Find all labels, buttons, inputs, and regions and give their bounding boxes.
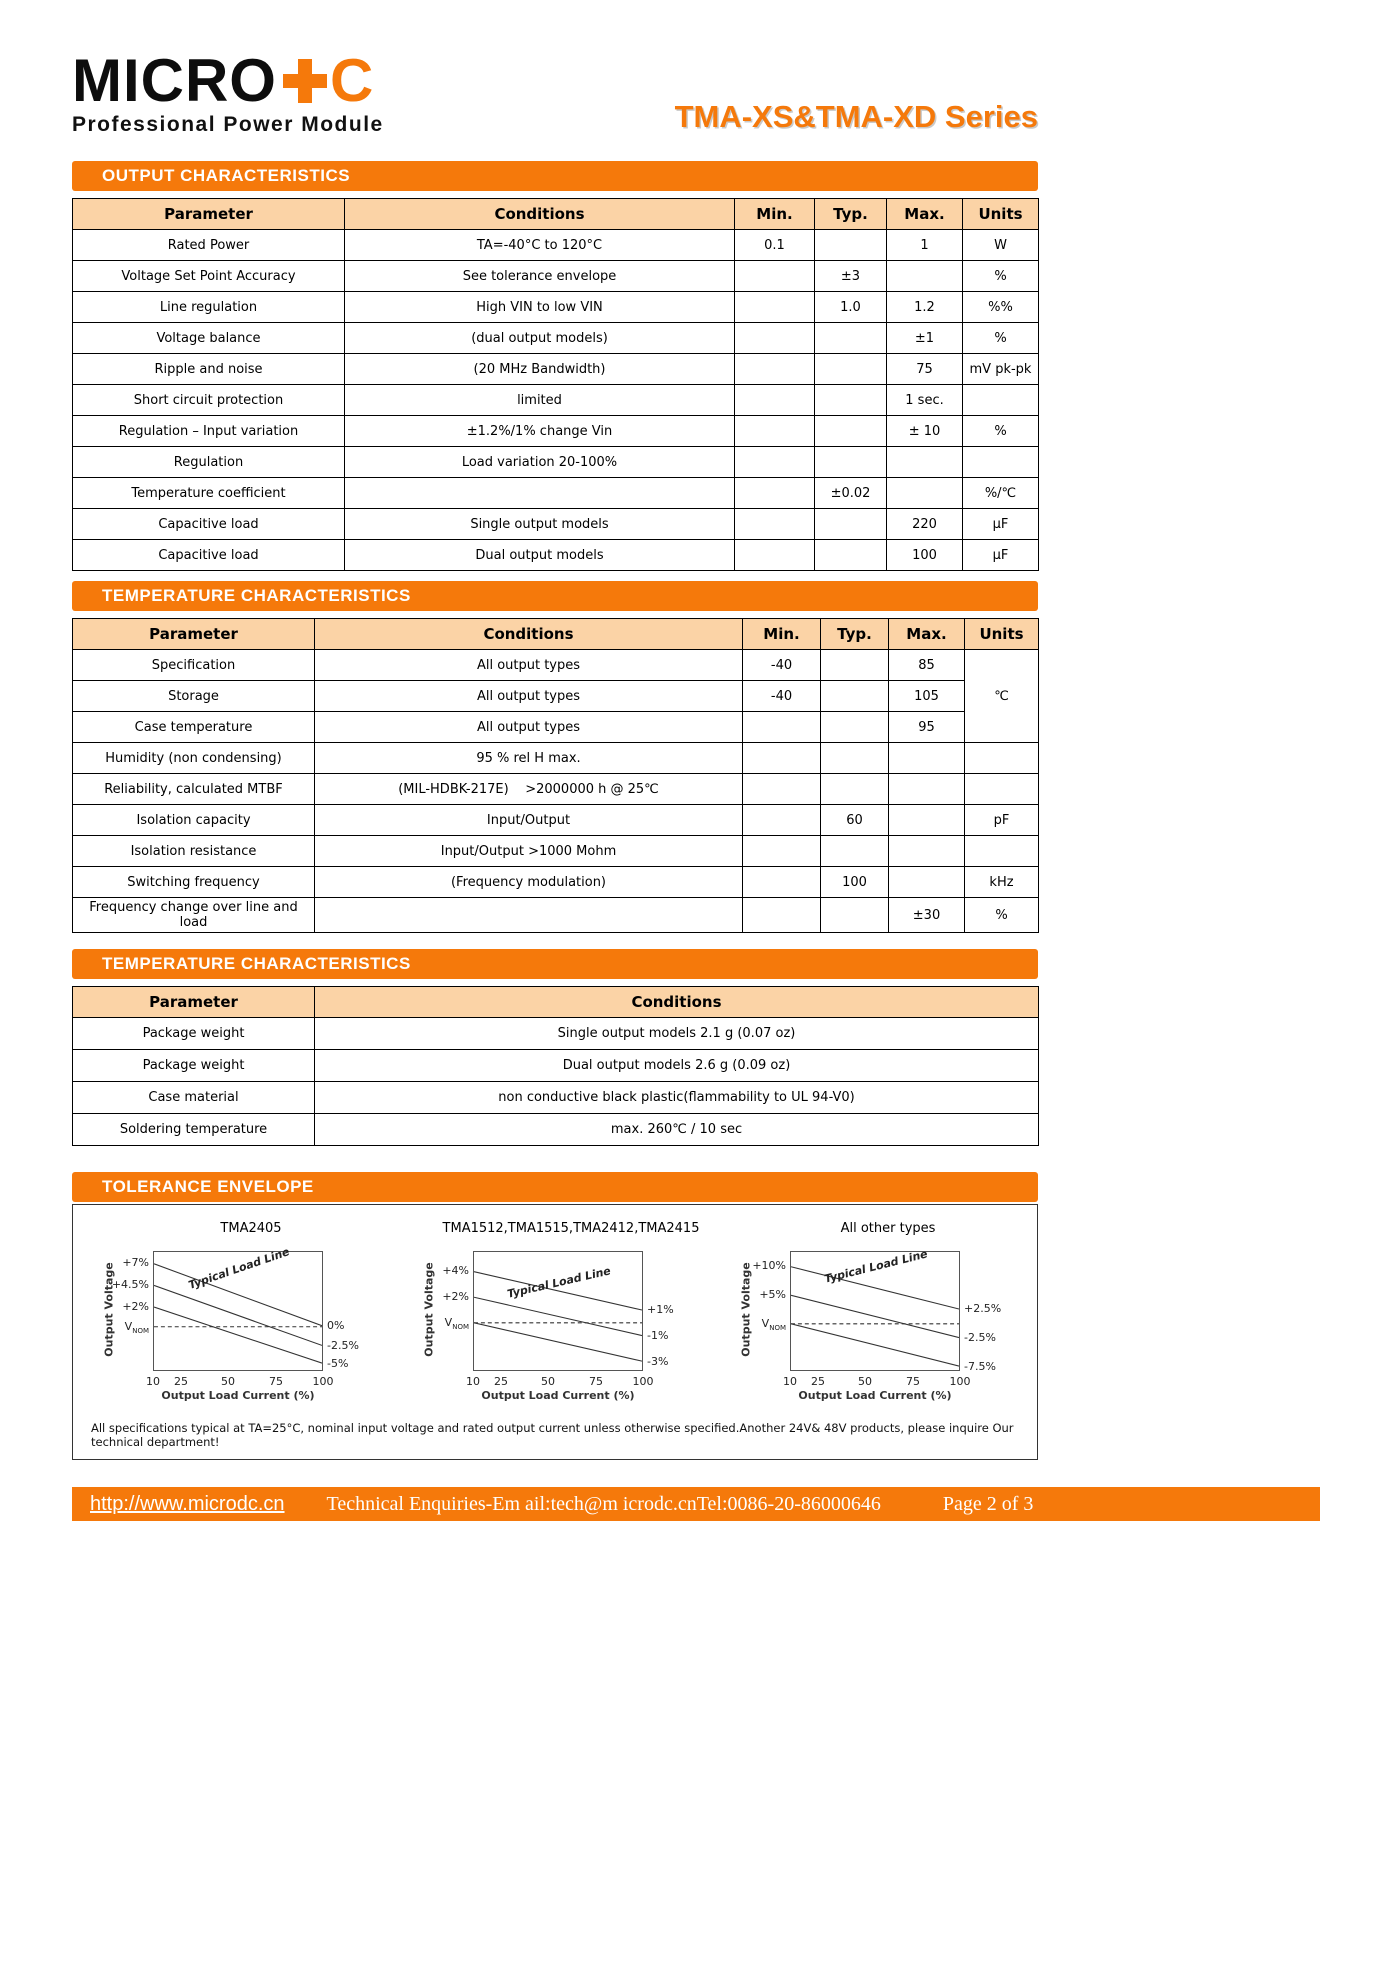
cell-min xyxy=(743,774,821,805)
column-header-max: Max. xyxy=(887,199,963,230)
cell-typ: 1.0 xyxy=(815,292,887,323)
x-tick-label: 75 xyxy=(589,1375,603,1388)
cell-conditions xyxy=(315,898,743,933)
y-tick-label: -7.5% xyxy=(964,1360,996,1373)
y-tick-label: -5% xyxy=(327,1357,349,1370)
x-tick-label: 50 xyxy=(858,1375,872,1388)
cell-parameter: Humidity (non condensing) xyxy=(73,743,315,774)
cell-units: % xyxy=(963,261,1039,292)
table-row xyxy=(73,292,1039,323)
x-tick-label: 100 xyxy=(949,1375,971,1388)
table-row xyxy=(73,1114,1039,1146)
column-header-min: Min. xyxy=(735,199,815,230)
cell-parameter: Short circuit protection xyxy=(73,385,345,416)
y-tick-label: -2.5% xyxy=(327,1339,359,1352)
header xyxy=(72,0,1038,137)
cell-units: μF xyxy=(963,509,1039,540)
cell-parameter: Ripple and noise xyxy=(73,354,345,385)
table-row xyxy=(73,774,1039,805)
logo-text-c: C xyxy=(329,47,374,114)
cell-max xyxy=(889,743,965,774)
tolerance-chart-tma2405 xyxy=(91,1221,411,1421)
column-header-parameter: Parameter xyxy=(73,199,345,230)
column-header-conditions: Conditions xyxy=(315,987,1039,1018)
cell-conditions xyxy=(345,478,735,509)
cell-parameter: Specification xyxy=(73,650,315,681)
table-row xyxy=(73,1050,1039,1082)
cell-typ xyxy=(821,774,889,805)
cell-max: 95 xyxy=(889,712,965,743)
table-row xyxy=(73,743,1039,774)
footer-tel-text: Tel:0086-20-86000646 xyxy=(696,1492,881,1515)
cell-conditions: (MIL-HDBK-217E) >2000000 h @ 25℃ xyxy=(315,774,743,805)
cell-min xyxy=(735,261,815,292)
cell-typ xyxy=(821,836,889,867)
chart-y-axis-label: Output Voltage xyxy=(422,1262,436,1357)
cell-typ xyxy=(815,447,887,478)
cell-conditions: Dual output models xyxy=(345,540,735,571)
cell-typ xyxy=(821,898,889,933)
content-column xyxy=(72,0,1038,1460)
typical-load-line-label: Typical Load Line xyxy=(505,1264,613,1301)
cell-units: pF xyxy=(965,805,1039,836)
vnom-v: V xyxy=(761,1317,770,1330)
cell-parameter: Case material xyxy=(73,1082,315,1114)
column-header-conditions: Conditions xyxy=(315,619,743,650)
vnom-label xyxy=(734,1317,786,1332)
table-row xyxy=(73,898,1039,933)
x-tick-label: 10 xyxy=(783,1375,797,1388)
column-header-typ: Typ. xyxy=(815,199,887,230)
chart-title: TMA2405 xyxy=(220,1221,282,1236)
section-title-text: TEMPERATURE CHARACTERISTICS xyxy=(102,954,411,973)
cell-parameter: Case temperature xyxy=(73,712,315,743)
table-row xyxy=(73,540,1039,571)
cell-units: μF xyxy=(963,540,1039,571)
cell-parameter: Regulation – Input variation xyxy=(73,416,345,447)
cell-conditions: limited xyxy=(345,385,735,416)
chart-y-axis-label: Output Voltage xyxy=(739,1262,753,1357)
column-header-parameter: Parameter xyxy=(73,619,315,650)
cell-max: 75 xyxy=(887,354,963,385)
cell-typ xyxy=(821,650,889,681)
column-header-min: Min. xyxy=(743,619,821,650)
cell-min xyxy=(743,867,821,898)
y-tick-label: +2% xyxy=(122,1300,149,1313)
cell-parameter: Capacitive load xyxy=(73,509,345,540)
typical-load-line-label: Typical Load Line xyxy=(186,1245,292,1292)
cell-conditions: (dual output models) xyxy=(345,323,735,354)
table-row xyxy=(73,230,1039,261)
y-tick-label: 0% xyxy=(327,1319,345,1332)
cell-units xyxy=(965,836,1039,867)
chart-x-axis-label: Output Load Current (%) xyxy=(798,1389,952,1402)
vnom-v: V xyxy=(124,1320,133,1333)
logo xyxy=(72,47,384,137)
cell-conditions: Single output models 2.1 g (0.07 oz) xyxy=(315,1018,1039,1050)
cell-parameter: Temperature coefficient xyxy=(73,478,345,509)
cell-min xyxy=(735,323,815,354)
table-row xyxy=(73,1018,1039,1050)
cell-typ xyxy=(821,743,889,774)
tolerance-envelope-box xyxy=(72,1204,1038,1460)
column-header-max: Max. xyxy=(889,619,965,650)
logo-plus-icon xyxy=(283,59,327,103)
cell-units xyxy=(963,385,1039,416)
table-row xyxy=(73,681,1039,712)
series-title: TMA-XS&TMA-XD Series xyxy=(674,99,1038,134)
cell-parameter: Storage xyxy=(73,681,315,712)
cell-min xyxy=(735,509,815,540)
section-title-tolerance-envelope xyxy=(72,1172,1038,1202)
tolerance-chart-all-other-types xyxy=(728,1221,1048,1421)
table-header-row xyxy=(73,619,1039,650)
x-tick-label: 50 xyxy=(221,1375,235,1388)
cell-units-celsius: ℃ xyxy=(965,650,1039,743)
logo-tagline: Professional Power Module xyxy=(72,113,384,136)
x-tick-label: 100 xyxy=(632,1375,654,1388)
cell-typ: ±3 xyxy=(815,261,887,292)
column-header-conditions: Conditions xyxy=(345,199,735,230)
table-header-row xyxy=(73,987,1039,1018)
chart-x-axis-label: Output Load Current (%) xyxy=(481,1389,635,1402)
table-row xyxy=(73,261,1039,292)
x-tick-label: 25 xyxy=(811,1375,825,1388)
logo-text-micro: MICRO xyxy=(72,47,277,114)
x-tick-label: 25 xyxy=(174,1375,188,1388)
cell-units: mV pk-pk xyxy=(963,354,1039,385)
y-tick-label: +4.5% xyxy=(111,1278,149,1291)
x-tick-label: 75 xyxy=(269,1375,283,1388)
table-row xyxy=(73,805,1039,836)
cell-max: 1 sec. xyxy=(887,385,963,416)
cell-units: %/℃ xyxy=(963,478,1039,509)
x-tick-label: 10 xyxy=(466,1375,480,1388)
website-link[interactable]: http://www.microdc.cn xyxy=(90,1492,285,1515)
vnom-sub: NOM xyxy=(452,1323,469,1332)
cell-max: 105 xyxy=(889,681,965,712)
table-row xyxy=(73,478,1039,509)
logo-row xyxy=(72,47,384,114)
cell-conditions: All output types xyxy=(315,681,743,712)
cell-conditions: (20 MHz Bandwidth) xyxy=(345,354,735,385)
cell-parameter: Reliability, calculated MTBF xyxy=(73,774,315,805)
table-row xyxy=(73,650,1039,681)
section-title-text: TEMPERATURE CHARACTERISTICS xyxy=(102,586,411,605)
y-tick-label: +2% xyxy=(442,1290,469,1303)
section-title-output-characteristics xyxy=(72,161,1038,191)
table-row xyxy=(73,509,1039,540)
cell-typ xyxy=(815,323,887,354)
cell-parameter: Voltage balance xyxy=(73,323,345,354)
x-tick-label: 75 xyxy=(906,1375,920,1388)
cell-max xyxy=(887,478,963,509)
cell-typ xyxy=(821,681,889,712)
cell-max xyxy=(887,261,963,292)
y-tick-label: -2.5% xyxy=(964,1331,996,1344)
chart-y-axis-label: Output Voltage xyxy=(102,1262,116,1357)
y-tick-label: +7% xyxy=(122,1256,149,1269)
table-row xyxy=(73,836,1039,867)
physical-characteristics-table xyxy=(72,986,1039,1146)
cell-conditions: Input/Output >1000 Mohm xyxy=(315,836,743,867)
cell-min xyxy=(735,354,815,385)
cell-conditions: Input/Output xyxy=(315,805,743,836)
typical-load-line-label: Typical Load Line xyxy=(823,1247,929,1286)
vnom-sub: NOM xyxy=(769,1324,786,1333)
chart-title: All other types xyxy=(840,1221,936,1236)
cell-max xyxy=(887,447,963,478)
cell-parameter: Package weight xyxy=(73,1050,315,1082)
cell-conditions: 95 % rel H max. xyxy=(315,743,743,774)
page-number: Page 2 of 3 xyxy=(942,1492,1034,1515)
cell-max xyxy=(889,836,965,867)
y-tick-label: -3% xyxy=(647,1355,669,1368)
cell-typ xyxy=(815,540,887,571)
cell-max: 1.2 xyxy=(887,292,963,323)
cell-parameter: Voltage Set Point Accuracy xyxy=(73,261,345,292)
cell-units: W xyxy=(963,230,1039,261)
cell-max: 100 xyxy=(887,540,963,571)
cell-max: 220 xyxy=(887,509,963,540)
cell-conditions: max. 260℃ / 10 sec xyxy=(315,1114,1039,1146)
cell-min xyxy=(735,540,815,571)
cell-typ xyxy=(821,712,889,743)
cell-conditions: (Frequency modulation) xyxy=(315,867,743,898)
cell-max xyxy=(889,774,965,805)
table-row xyxy=(73,323,1039,354)
cell-min: -40 xyxy=(743,681,821,712)
cell-max: 1 xyxy=(887,230,963,261)
cell-typ: ±0.02 xyxy=(815,478,887,509)
vnom-sub: NOM xyxy=(132,1327,149,1336)
cell-units xyxy=(965,774,1039,805)
cell-min xyxy=(743,898,821,933)
cell-parameter: Line regulation xyxy=(73,292,345,323)
cell-conditions: Dual output models 2.6 g (0.09 oz) xyxy=(315,1050,1039,1082)
cell-units: kHz xyxy=(965,867,1039,898)
chart-plot-area xyxy=(153,1245,323,1371)
cell-conditions: High VIN to low VIN xyxy=(345,292,735,323)
cell-conditions: Load variation 20-100% xyxy=(345,447,735,478)
cell-max xyxy=(889,805,965,836)
chart-plot-area xyxy=(790,1247,960,1371)
y-tick-label: -1% xyxy=(647,1329,669,1342)
cell-typ xyxy=(815,509,887,540)
column-header-typ: Typ. xyxy=(821,619,889,650)
temperature-characteristics-table xyxy=(72,618,1039,933)
cell-parameter: Capacitive load xyxy=(73,540,345,571)
tolerance-chart-tma15xx-24xx xyxy=(411,1221,731,1421)
table-header-row xyxy=(73,199,1039,230)
chart-title: TMA1512,TMA1515,TMA2412,TMA2415 xyxy=(442,1221,700,1236)
cell-typ: 60 xyxy=(821,805,889,836)
cell-parameter: Isolation resistance xyxy=(73,836,315,867)
section-title-physical-characteristics xyxy=(72,949,1038,979)
cell-typ xyxy=(815,230,887,261)
cell-units: % xyxy=(963,416,1039,447)
cell-min: 0.1 xyxy=(735,230,815,261)
footer-bar xyxy=(72,1487,1320,1521)
vnom-v: V xyxy=(444,1316,453,1329)
cell-parameter: Soldering temperature xyxy=(73,1114,315,1146)
column-header-parameter: Parameter xyxy=(73,987,315,1018)
cell-typ xyxy=(815,385,887,416)
cell-parameter: Switching frequency xyxy=(73,867,315,898)
section-title-text: OUTPUT CHARACTERISTICS xyxy=(102,166,351,185)
table-row xyxy=(73,354,1039,385)
column-header-units: Units xyxy=(965,619,1039,650)
cell-min xyxy=(743,836,821,867)
cell-conditions: All output types xyxy=(315,650,743,681)
cell-min xyxy=(743,712,821,743)
table-row xyxy=(73,447,1039,478)
cell-parameter: Frequency change over line and load xyxy=(73,898,315,933)
cell-conditions: ±1.2%/1% change Vin xyxy=(345,416,735,447)
cell-units: % xyxy=(963,323,1039,354)
cell-units: % xyxy=(965,898,1039,933)
cell-max: ±1 xyxy=(887,323,963,354)
vnom-label xyxy=(97,1320,149,1335)
table-row xyxy=(73,867,1039,898)
cell-parameter: Regulation xyxy=(73,447,345,478)
table-row xyxy=(73,1082,1039,1114)
cell-conditions: All output types xyxy=(315,712,743,743)
cell-typ xyxy=(815,416,887,447)
vnom-label xyxy=(417,1316,469,1331)
cell-max: ±30 xyxy=(889,898,965,933)
x-tick-label: 10 xyxy=(146,1375,160,1388)
table-row xyxy=(73,712,1039,743)
cell-max: ± 10 xyxy=(887,416,963,447)
cell-min xyxy=(735,416,815,447)
cell-parameter: Package weight xyxy=(73,1018,315,1050)
cell-min xyxy=(735,385,815,416)
y-tick-label: +1% xyxy=(647,1303,674,1316)
output-characteristics-table xyxy=(72,198,1039,571)
cell-min: -40 xyxy=(743,650,821,681)
cell-parameter: Rated Power xyxy=(73,230,345,261)
cell-min xyxy=(735,447,815,478)
table-row xyxy=(73,416,1039,447)
cell-conditions: non conductive black plastic(flammability to UL 94-V0) xyxy=(315,1082,1039,1114)
cell-typ: 100 xyxy=(821,867,889,898)
cell-conditions: Single output models xyxy=(345,509,735,540)
y-tick-label: +4% xyxy=(442,1264,469,1277)
cell-conditions: See tolerance envelope xyxy=(345,261,735,292)
y-tick-label: +5% xyxy=(759,1288,786,1301)
footer-enquiries-text: Technical Enquiries-Em ail:tech@m icrodc.cn xyxy=(326,1492,697,1515)
cell-min xyxy=(743,805,821,836)
y-tick-label: +2.5% xyxy=(964,1302,1002,1315)
cell-units xyxy=(965,743,1039,774)
cell-units: %% xyxy=(963,292,1039,323)
chart-x-axis-label: Output Load Current (%) xyxy=(161,1389,315,1402)
cell-min xyxy=(735,478,815,509)
x-tick-label: 50 xyxy=(541,1375,555,1388)
section-title-temperature-characteristics xyxy=(72,581,1038,611)
column-header-units: Units xyxy=(963,199,1039,230)
cell-parameter: Isolation capacity xyxy=(73,805,315,836)
section-title-text: TOLERANCE ENVELOPE xyxy=(102,1177,314,1196)
cell-min xyxy=(743,743,821,774)
x-tick-label: 100 xyxy=(312,1375,334,1388)
cell-typ xyxy=(815,354,887,385)
cell-max: 85 xyxy=(889,650,965,681)
cell-conditions: TA=-40°C to 120°C xyxy=(345,230,735,261)
cell-min xyxy=(735,292,815,323)
cell-max xyxy=(889,867,965,898)
tolerance-note: All specifications typical at TA=25°C, nominal input voltage and rated output current unless otherwise specified.Another 24V& 48V products, please inquire Our technical department! xyxy=(91,1421,1014,1449)
chart-plot-area xyxy=(473,1251,643,1371)
cell-units xyxy=(963,447,1039,478)
y-tick-label: +10% xyxy=(752,1259,786,1272)
table-row xyxy=(73,385,1039,416)
x-tick-label: 25 xyxy=(494,1375,508,1388)
